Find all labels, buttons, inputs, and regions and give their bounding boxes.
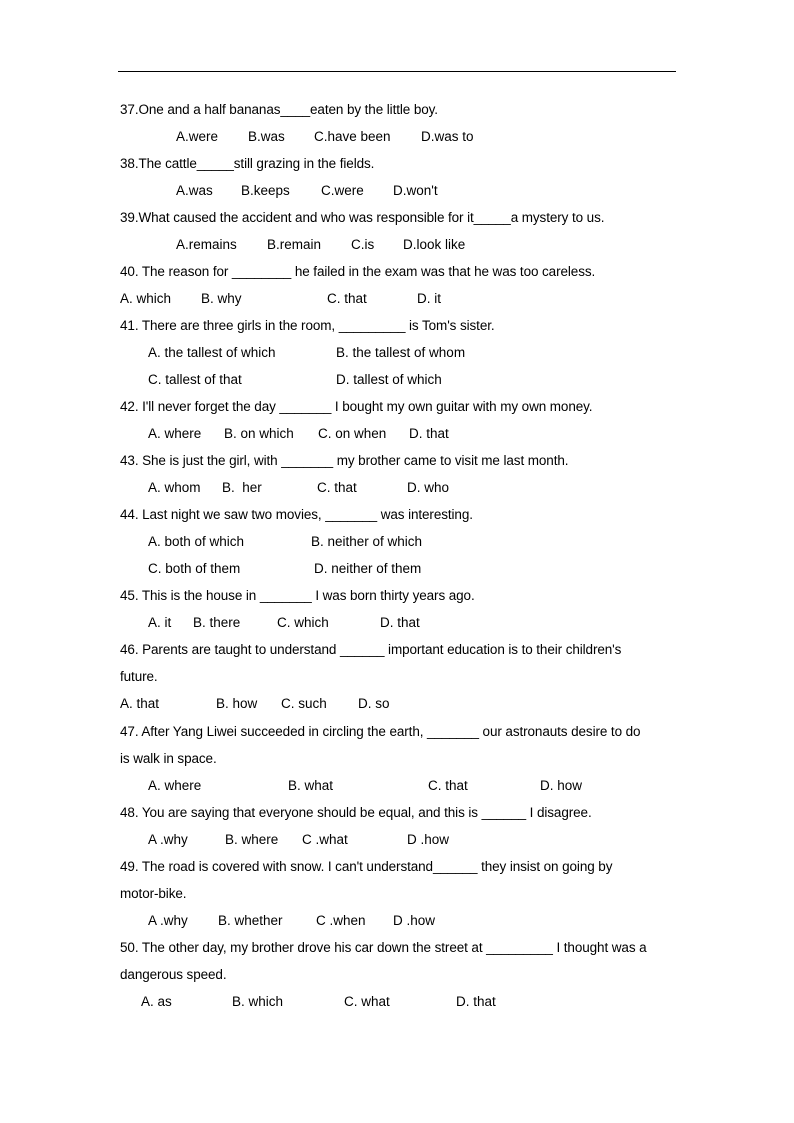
question-41: 41. There are three girls in the room, _________ is Tom's sister. <box>120 318 495 333</box>
q44-option-b[interactable]: B. neither of which <box>311 534 423 549</box>
q46-option-a[interactable]: A. that <box>120 696 160 711</box>
q41-option-c[interactable]: C. tallest of that <box>148 372 242 387</box>
q39-option-d[interactable]: D.look like <box>403 237 466 252</box>
q49-option-d[interactable]: D .how <box>393 913 436 928</box>
q41-option-a[interactable]: A. the tallest of which <box>148 345 276 360</box>
question-37: 37.One and a half bananas____eaten by the little boy. <box>120 102 438 117</box>
question-50-cont: dangerous speed. <box>120 967 227 982</box>
q50-option-d[interactable]: D. that <box>456 994 496 1009</box>
q47-option-b[interactable]: B. what <box>288 778 334 793</box>
q48-option-b[interactable]: B. where <box>225 832 279 847</box>
q50-option-c[interactable]: C. what <box>344 994 390 1009</box>
question-47-cont: is walk in space. <box>120 751 217 766</box>
question-47: 47. After Yang Liwei succeeded in circling the earth, _______ our astronauts desire to do <box>120 724 641 739</box>
q38-option-c[interactable]: C.were <box>321 183 364 198</box>
question-49: 49. The road is covered with snow. I can't understand______ they insist on going by <box>120 859 613 874</box>
q38-option-a[interactable]: A.was <box>176 183 213 198</box>
q45-option-c[interactable]: C. which <box>277 615 329 630</box>
q45-option-b[interactable]: B. there <box>193 615 241 630</box>
q47-option-d[interactable]: D. how <box>540 778 583 793</box>
question-49-cont: motor-bike. <box>120 886 187 901</box>
q48-option-d[interactable]: D .how <box>407 832 450 847</box>
q50-option-b[interactable]: B. which <box>232 994 284 1009</box>
q45-option-a[interactable]: A. it <box>148 615 172 630</box>
q38-option-b[interactable]: B.keeps <box>241 183 290 198</box>
q42-option-d[interactable]: D. that <box>409 426 449 441</box>
question-50: 50. The other day, my brother drove his car down the street at _________ I thought was a <box>120 940 647 955</box>
q46-option-b[interactable]: B. how <box>216 696 258 711</box>
q43-option-b[interactable]: B. her <box>222 480 262 495</box>
q49-option-c[interactable]: C .when <box>316 913 366 928</box>
q41-option-b[interactable]: B. the tallest of whom <box>336 345 466 360</box>
question-46: 46. Parents are taught to understand ______ important education is to their children's <box>120 642 622 657</box>
q44-option-a[interactable]: A. both of which <box>148 534 245 549</box>
q43-option-c[interactable]: C. that <box>317 480 357 495</box>
question-40: 40. The reason for ________ he failed in the exam was that he was too careless. <box>120 264 596 279</box>
question-42: 42. I'll never forget the day _______ I bought my own guitar with my own money. <box>120 399 593 414</box>
q37-option-a[interactable]: A.were <box>176 129 219 144</box>
q42-option-a[interactable]: A. where <box>148 426 202 441</box>
q42-option-b[interactable]: B. on which <box>224 426 294 441</box>
q48-option-c[interactable]: C .what <box>302 832 348 847</box>
q49-option-a[interactable]: A .why <box>148 913 188 928</box>
q37-option-d[interactable]: D.was to <box>421 129 474 144</box>
q50-option-a[interactable]: A. as <box>141 994 172 1009</box>
q41-option-d[interactable]: D. tallest of which <box>336 372 442 387</box>
question-48: 48. You are saying that everyone should be equal, and this is ______ I disagree. <box>120 805 592 820</box>
q39-option-a[interactable]: A.remains <box>176 237 237 252</box>
question-45: 45. This is the house in _______ I was born thirty years ago. <box>120 588 475 603</box>
q40-option-a[interactable]: A. which <box>120 291 172 306</box>
q44-option-c[interactable]: C. both of them <box>148 561 241 576</box>
q37-option-c[interactable]: C.have been <box>314 129 391 144</box>
question-44: 44. Last night we saw two movies, _______ was interesting. <box>120 507 473 522</box>
q46-option-c[interactable]: C. such <box>281 696 327 711</box>
q45-option-d[interactable]: D. that <box>380 615 420 630</box>
q49-option-b[interactable]: B. whether <box>218 913 283 928</box>
q40-option-b[interactable]: B. why <box>201 291 242 306</box>
question-43: 43. She is just the girl, with _______ my brother came to visit me last month. <box>120 453 569 468</box>
question-39: 39.What caused the accident and who was responsible for it_____a mystery to us. <box>120 210 605 225</box>
q40-option-c[interactable]: C. that <box>327 291 367 306</box>
q48-option-a[interactable]: A .why <box>148 832 188 847</box>
question-46-cont: future. <box>120 669 158 684</box>
q39-option-c[interactable]: C.is <box>351 237 375 252</box>
q40-option-d[interactable]: D. it <box>417 291 442 306</box>
q38-option-d[interactable]: D.won't <box>393 183 438 198</box>
q43-option-d[interactable]: D. who <box>407 480 450 495</box>
q43-option-a[interactable]: A. whom <box>148 480 201 495</box>
q47-option-a[interactable]: A. where <box>148 778 202 793</box>
q46-option-d[interactable]: D. so <box>358 696 390 711</box>
q47-option-c[interactable]: C. that <box>428 778 468 793</box>
q37-option-b[interactable]: B.was <box>248 129 285 144</box>
header-rule <box>118 71 676 72</box>
q44-option-d[interactable]: D. neither of them <box>314 561 422 576</box>
q42-option-c[interactable]: C. on when <box>318 426 387 441</box>
q39-option-b[interactable]: B.remain <box>267 237 322 252</box>
question-38: 38.The cattle_____still grazing in the fields. <box>120 156 375 171</box>
